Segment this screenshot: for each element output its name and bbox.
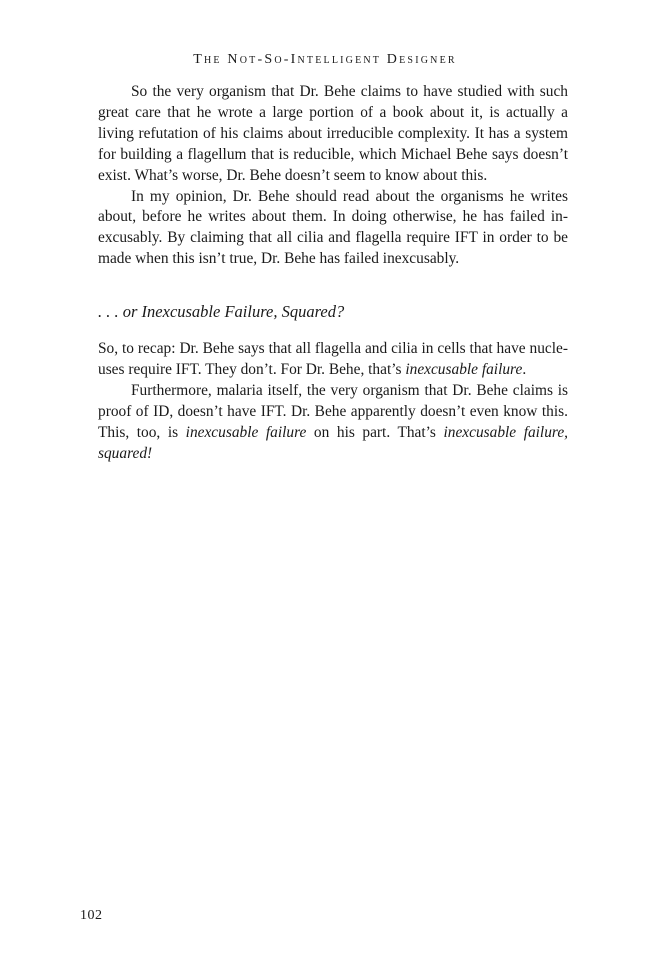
emphasis: inexcusable failure: [405, 360, 523, 378]
paragraph-furthermore: [98, 381, 568, 465]
text-run: on his part. That’s: [306, 423, 444, 441]
text-run: Furthermore, malaria itself, the very organism that Dr. Behe claims is proof of ID, doesn’t have IFT. Dr. Behe apparently doesn’t even know this. This, too, is: [98, 381, 568, 441]
emphasis: inexcusable failure: [185, 423, 307, 441]
paragraph: In my opinion, Dr. Behe should read about the organisms he writes about, before he writes about them. In doing otherwise, he has failed inexcusably. By claiming that all cilia and flagella require IFT in order to be made when this isn’t true, Dr. Behe has failed inexcusably.: [98, 187, 568, 268]
paragraph-recap: [98, 339, 568, 381]
page-number: 102: [80, 908, 103, 923]
running-head: The Not-So-Intelligent Designer: [193, 52, 457, 67]
paragraph: So the very organism that Dr. Behe claims to have studied with such great care that he wrote a large portion of a book about it, is actually a living refutation of his claims about irreducible complexity. It has a system for building a flagellum that is reducible, which Michael Behe says doesn’t exist. What’s worse, Dr. Behe doesn’t seem to know about this.: [98, 83, 568, 184]
emphasis: inexcusable failure, squared!: [98, 423, 569, 462]
body-text-top: [98, 82, 568, 270]
body-text-bottom: [98, 339, 568, 464]
text-run: So, to recap: Dr. Behe says that all flagella and cilia in cells that have nucleuses require IFT. They don’t. For Dr. Behe, that’s: [98, 340, 568, 378]
section-heading: . . . or Inexcusable Failure, Squared?: [98, 302, 345, 321]
text-run: .: [522, 360, 527, 378]
